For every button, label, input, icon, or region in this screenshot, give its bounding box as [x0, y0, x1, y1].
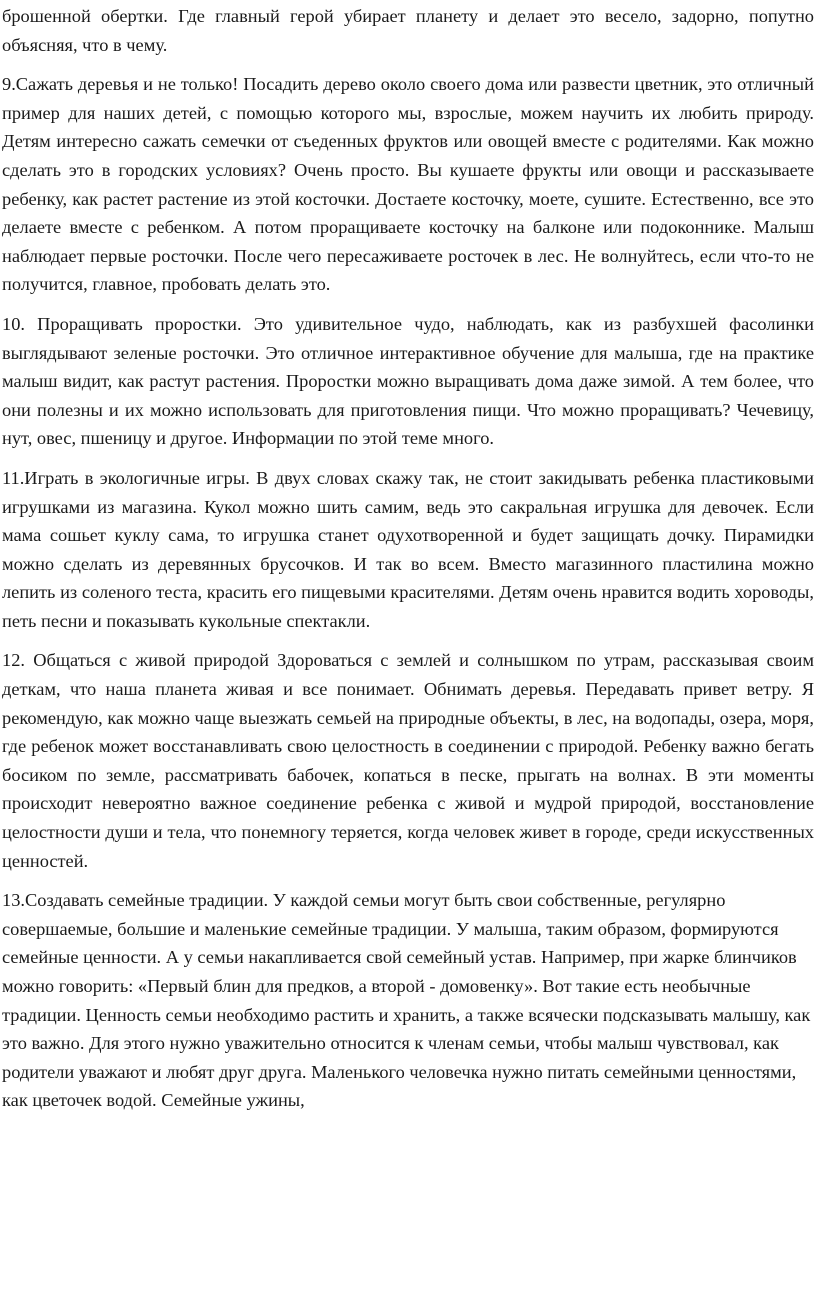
- paragraph-continuation: брошенной обертки. Где главный герой убирает планету и делает это весело, задорно, попутно объясняя, что в чему.: [2, 6, 814, 55]
- paragraph-item-11: 11.Играть в экологичные игры. В двух словах скажу так, не стоит закидывать ребенка пластиковыми игрушками из магазина. Кукол можно шить самим, ведь это сакральная игрушка для девочек. Если мама сошьет куклу сама, то игрушка станет одухотворенной и будет защищать дочку. Пирамидки можно сделать из деревянных брусочков. И так во всем. Вместо магазинного пластилина можно лепить из соленого теста, красить его пищевыми красителями. Детям очень нравится водить хороводы, петь песни и показывать кукольные спектакли.: [2, 467, 814, 631]
- paragraph-item-12: 12. Общаться с живой природой Здороваться с землей и солнышком по утрам, рассказывая своим деткам, что наша планета живая и все понимает. Обнимать деревья. Передавать привет ветру. Я рекомендую, как можно чаще выезжать семьей на природные объекты, в лес, на водопады, озера, моря, где ребенок может восстанавливать свою целостность в соединении с природой. Ребенку важно бегать босиком по земле, рассматривать бабочек, копаться в песке, прыгать на волнах. В эти моменты происходит невероятно важное соединение ребенка с живой и мудрой природой, восстановление целостности души и тела, что понемногу теряется, когда человек живет в городе, среди искусственных ценностей.: [2, 650, 814, 871]
- paragraph-item-10: 10. Проращивать проростки. Это удивительное чудо, наблюдать, как из разбухшей фасолинки выглядывают зеленые росточки. Это отличное интерактивное обучение для малыша, где на практике малыш видит, как растут растения. Проростки можно выращивать дома даже зимой. А тем более, что они полезны и их можно использовать для приготовления пищи. Что можно проращивать? Чечевицу, нут, овес, пшеницу и другое. Информации по этой теме много.: [2, 313, 814, 449]
- paragraph-item-9: 9.Сажать деревья и не только! Посадить дерево около своего дома или развести цветник, это отличный пример для наших детей, с помощью которого мы, взрослые, можем научить их любить природу. Детям интересно сажать семечки от съеденных фруктов или овощей вместе с родителями. Как можно сделать это в городских условиях? Очень просто. Вы кушаете фрукты или овощи и рассказываете ребенку, как растет растение из этой косточки. Достаете косточку, моете, сушите. Естественно, все это делаете вместе с ребенком. А потом проращиваете косточку на балконе или подоконнике. Малыш наблюдает первые росточки. После чего пересаживаете росточек в лес. Не волнуйтесь, если что-то не получится, главное, пробовать делать это.: [2, 74, 814, 295]
- paragraph-item-13: 13.Создавать семейные традиции. У каждой семьи могут быть свои собственные, регулярно совершаемые, большие и маленькие семейные традиции. У малыша, таким образом, формируются семейные ценности. А у семьи накапливается свой семейный устав. Например, при жарке блинчиков можно говорить: «Первый блин для предков, а второй - домовенку». Вот такие есть необычные традиции. Ценность семьи необходимо растить и хранить, а также всячески подсказывать малышу, как это важно. Для этого нужно уважительно относится к членам семьи, чтобы малыш чувствовал, как родители уважают и любят друг друга. Маленького человечка нужно питать семейными ценностями, как цветочек водой. Семейные ужины,: [2, 890, 811, 1111]
